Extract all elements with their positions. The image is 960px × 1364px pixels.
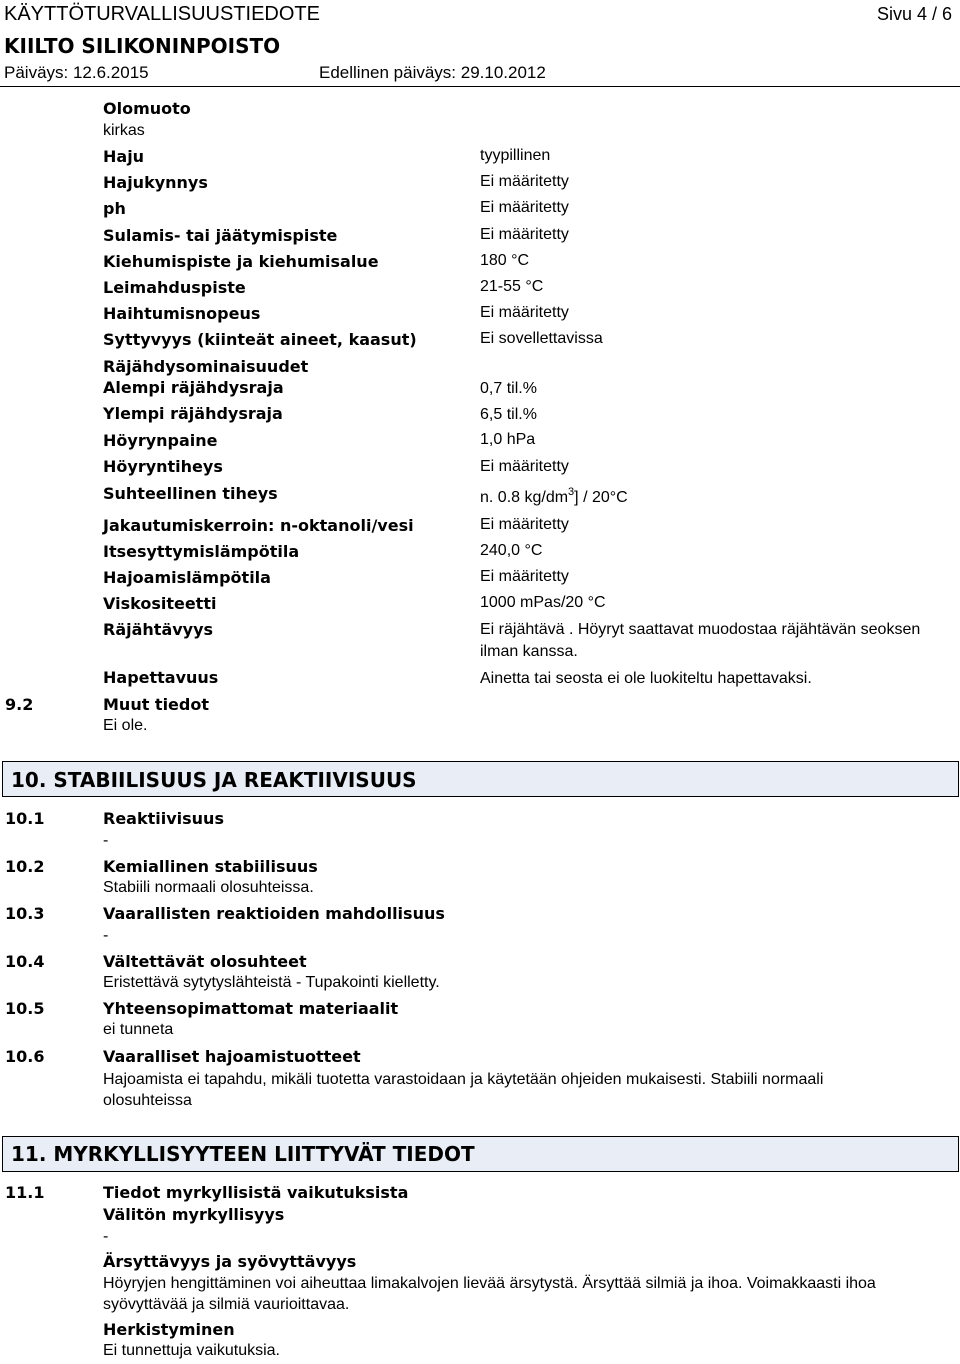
property-value: 1,0 hPa [480, 431, 536, 448]
subsection-text: Hajoamista ei tapahdu, mikäli tuotetta varastoidaan ja käytetään ohjeiden mukaisesti. Stabiili normaali olosuhteissa [103, 1071, 824, 1109]
header-divider [0, 86, 960, 87]
property-label: Hajoamislämpötila [103, 568, 271, 587]
appearance-label: Olomuoto [103, 99, 191, 118]
property-value: 180 °C [480, 252, 530, 269]
property-value: 6,5 til.% [480, 406, 537, 423]
irritation-text: Höyryjen hengittäminen voi aiheuttaa limakalvojen lievää ärsytystä. Ärsyttää silmiä ja ihoa. Voimakkaasti ihoa syövyttävää ja silmiä vaurioittavaa. [103, 1275, 876, 1313]
property-value: Ei sovellettavissa [480, 330, 603, 347]
subsection-text: - [103, 927, 109, 944]
explosivity-value-line1: Ei räjähtävä . Höyryt saattavat muodostaa räjähtävän seoksen [480, 621, 921, 638]
other-info-label: Muut tiedot [103, 695, 209, 714]
explosive-properties-heading: Räjähdysominaisuudet [103, 357, 309, 376]
subsection-title: Yhteensopimattomat materiaalit [103, 999, 399, 1018]
property-label: Höyrynpaine [103, 431, 218, 450]
oxidizing-value: Ainetta tai seosta ei ole luokiteltu hapettavaksi. [480, 670, 812, 687]
other-info-value: Ei ole. [103, 717, 148, 734]
sensitization-value: Ei tunnettuja vaikutuksia. [103, 1342, 280, 1359]
property-value: Ei määritetty [480, 568, 569, 585]
property-value: Ei määritetty [480, 458, 569, 475]
property-label: Ylempi räjähdysraja [103, 404, 283, 423]
page-number: Sivu 4 / 6 [876, 4, 952, 24]
other-info-number: 9.2 [5, 695, 34, 714]
document-date: Päiväys: 12.6.2015 [4, 63, 149, 82]
subsection-number: 10.4 [5, 952, 45, 971]
document-type: KÄYTTÖTURVALLISUUSTIEDOTE [4, 3, 320, 25]
oxidizing-label: Hapettavuus [103, 668, 219, 687]
property-value: 240,0 °C [480, 542, 543, 559]
product-name: KIILTO SILIKONINPOISTO [4, 34, 281, 58]
sensitization-label: Herkistyminen [103, 1320, 235, 1339]
property-label: Sulamis- tai jäätymispiste [103, 226, 338, 245]
subsection-title: Kemiallinen stabiilisuus [103, 857, 318, 876]
property-label: Jakautumiskerroin: n-oktanoli/vesi [103, 516, 414, 535]
property-label: Höyryntiheys [103, 457, 223, 476]
subsection-number: 10.1 [5, 809, 45, 828]
subsection-text: Stabiili normaali olosuhteissa. [103, 879, 314, 896]
property-label: Hajukynnys [103, 173, 208, 192]
subsection-title: Vaaralliset hajoamistuotteet [103, 1047, 361, 1066]
subsection-number: 10.2 [5, 857, 45, 876]
property-value: Ei määritetty [480, 516, 569, 533]
relative-density-value: n. 0.8 $kg/dm^3] / 20^\circ C$ [480, 486, 628, 506]
property-label: Haihtumisnopeus [103, 304, 261, 323]
section-10-header [2, 761, 959, 797]
property-label: Itsesyttymislämpötila [103, 542, 300, 561]
property-value: Ei määritetty [480, 226, 569, 243]
property-value: 0,7 til.% [480, 380, 537, 397]
property-label: Kiehumispiste ja kiehumisalue [103, 252, 379, 271]
property-label: Syttyvyys (kiinteät aineet, kaasut) [103, 330, 417, 349]
property-value: Ei määritetty [480, 173, 569, 190]
acute-toxicity-value: - [103, 1228, 109, 1245]
subsection-number: 10.3 [5, 904, 45, 923]
explosivity-label: Räjähtävyys [103, 620, 214, 639]
section-title: 10. STABIILISUUS JA REAKTIIVISUUS [11, 768, 417, 792]
subsection-text: ei tunneta [103, 1021, 174, 1038]
acute-toxicity-label: Välitön myrkyllisyys [103, 1205, 285, 1224]
section-title: 11. MYRKYLLISYYTEEN LIITTYVÄT TIEDOT [11, 1142, 475, 1166]
subsection-number: 11.1 [5, 1183, 45, 1202]
property-label: ph [103, 199, 126, 218]
property-label: Haju [103, 147, 145, 166]
property-label: Alempi räjähdysraja [103, 378, 284, 397]
subsection-text: - [103, 832, 109, 849]
property-value: Ei määritetty [480, 199, 569, 216]
subsection-title: Tiedot myrkyllisistä vaikutuksista [103, 1183, 409, 1202]
previous-date: Edellinen päiväys: 29.10.2012 [319, 63, 546, 82]
subsection-number: 10.5 [5, 999, 45, 1018]
subsection-title: Reaktiivisuus [103, 809, 224, 828]
property-label: Viskositeetti [103, 594, 217, 613]
property-label: Leimahduspiste [103, 278, 246, 297]
appearance-value: kirkas [103, 122, 145, 139]
relative-density-label: Suhteellinen tiheys [103, 484, 278, 503]
irritation-label: Ärsyttävyys ja syövyttävyys [103, 1252, 357, 1271]
explosivity-value-line2: ilman kanssa. [480, 643, 578, 660]
property-value: tyypillinen [480, 147, 551, 164]
subsection-title: Vältettävät olosuhteet [103, 952, 307, 971]
subsection-title: Vaarallisten reaktioiden mahdollisuus [103, 904, 445, 923]
subsection-text: Eristettävä sytytyslähteistä - Tupakointi kielletty. [103, 974, 440, 991]
section-11-header [2, 1136, 959, 1172]
property-value: 1000 mPas/20 °C [480, 594, 606, 611]
property-value: 21-55 °C [480, 278, 544, 295]
property-value: Ei määritetty [480, 304, 569, 321]
subsection-number: 10.6 [5, 1047, 45, 1066]
